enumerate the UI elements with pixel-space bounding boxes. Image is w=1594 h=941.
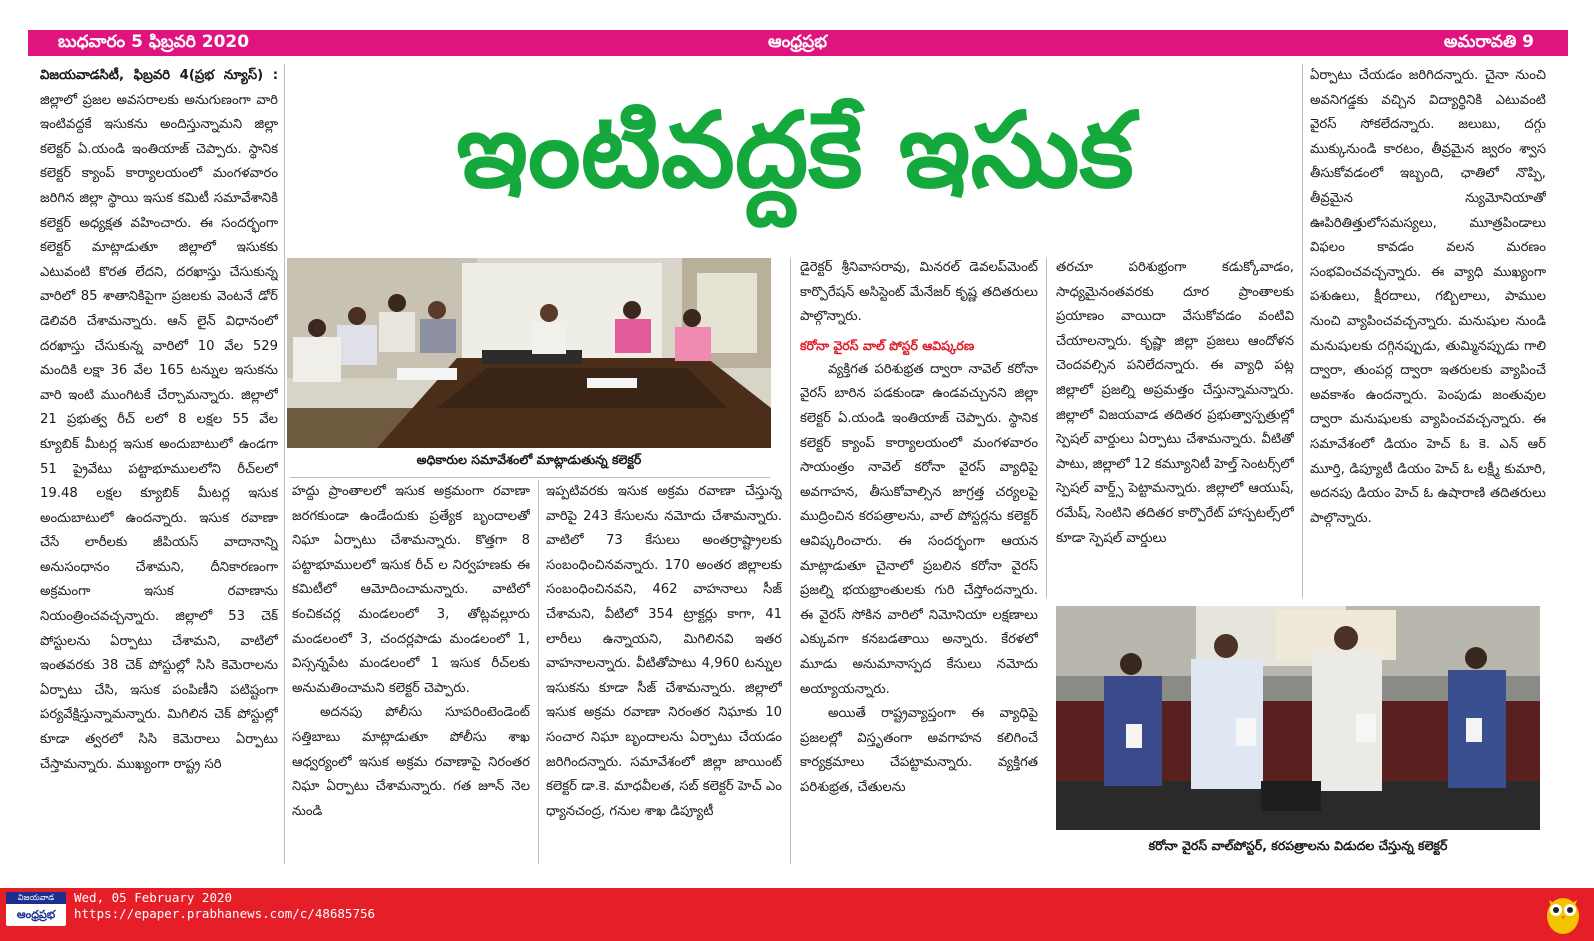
article-column-5 — [1056, 256, 1294, 596]
column-5-text: తరచూ పరిశుభ్రంగా కడుక్కోవాడం, సాధ్యమైనంతవరకు దూర ప్రాంతాలకు ప్రయాణం వాయిదా వేసుకోవడం వంటివి చేయాలన్నారు. కృష్ణా జిల్లా ప్రజలు ఆందోళన చెందవల్సిన పనిలేదన్నారు. ఈ వ్యాధి పట్ల జిల్లాలో ప్రజల్ని అప్రమత్తం చేస్తున్నామన్నారు. జిల్లాలో విజయవాడ తదితర ప్రభుత్వాస్పత్రుల్లో స్పెషల్ వార్డులు ఏర్పాటు చేశామన్నారు. వీటితో పాటు, జిల్లాలో 12 కమ్యూనిటీ హెల్త్ సెంటర్స్‌లో స్పెషల్ వార్డ్స్ పెట్టామన్నారు. జిల్లాలో ఆయుష్, రమేష్, సెంటిని తదితర కార్పొరేట్ హాస్పటల్స్‌లో కూడా స్పెషల్ వార్డులు — [1056, 260, 1294, 546]
column-6-text: ఏర్పాటు చేయడం జరిగిదన్నారు. చైనా నుంచి అవనిగడ్డకు వచ్చిన విద్యార్థినికి ఎటువంటి వైరస్ సోకలేదన్నారు. జలుబు, దగ్గు ముక్కునుండి కారటం, తీవ్రమైన జ్వరం శ్వాస తీసుకోవడంలో ఇబ్బంది, ఛాతిలో నొప్పి, తీవ్రమైన న్యుమోనియాతో ఊపిరితిత్తులోసమస్యలు, మూత్రపిండాలు విఫలం కావడం వలన మరణం సంభవించవచ్చన్నారు. ఈ వ్యాధి ముఖ్యంగా పశుఉలు, క్షీరదాలు, గబ్బిలాలు, పాముల నుంచి వ్యాపించవచ్చన్నారు. మనుషుల నుండి మనుషులకు దగ్గినప్పుడు, తుమ్మినప్పుడు గాలి ద్వారా, తుంపర్ల ద్వారా ఇతరులకు వ్యాపించే అవకాశం ఉందన్నారు. పెంపుడు జంతువుల ద్వారా మనుషులకు వ్యాపించవచ్చన్నారు. ఈ సమావేశంలో డియం హెచ్ ఓ కె. ఎన్ ఆర్ మూర్తి, డిప్యూటీ డియం హెచ్ ఓ లక్ష్మీ కుమారి, అదనపు డియం హెచ్ ఓ ఉషారాణి తదితరులు పాల్గొన్నారు. — [1310, 68, 1546, 526]
column-2-paragraph-2: అదనపు పోలీసు సూపరింటెండెంట్ సత్తిబాబు మాట్లాడుతూ పోలీసు శాఖ ఆధ్వర్యంలో ఇసుక అక్రమ రవాణాపై నిరంతర నిఘా ఏర్పాటు చేశామన్నారు. గత జూన్ నెల నుండి — [292, 705, 530, 819]
column-divider — [1302, 64, 1303, 598]
footer-url[interactable]: https://epaper.prabhanews.com/c/48685756 — [74, 906, 376, 921]
column-4-paragraph-2: వ్యక్తిగత పరిశుభ్రత ద్వారా నావెల్ కరోనా వైరస్ బారిన పడకుండా ఉండవచ్చునని జిల్లా కలెక్టర్ ఏ.యండి ఇంతియాజ్ చెప్పారు. స్థానిక కలెక్టర్ క్యాంప్ కార్యాలయంలో మంగళవారం సాయంత్రం నావెల్ కరోనా వైరస్ వ్యాధిపై అవగాహన, తీసుకోవాల్సిన జాగ్రత్త చర్యలపై ముద్రించిన కరపత్రాలను, వాల్ పోస్టర్లను కలెక్టర్ ఆవిష్కరించారు. ఈ సందర్భంగా ఆయన మాట్లాడుతూ చైనాలో ప్రబలిన కరోనా వైరస్ ప్రజల్ని భయభ్రాంతులకు గురి చేస్తోందన్నారు. ఈ వైరస్ సోకిన వారిలో నిమోనియా లక్షణాలు ఎక్కువగా కనబడతాయి అన్నారు. కేరళలో మూడు అనుమానాస్పద కేసులు నమోదు అయ్యాయన్నారు. — [800, 361, 1038, 697]
masthead: ఆంధ్రప్రభ — [768, 32, 828, 52]
column-divider — [284, 64, 285, 864]
meeting-photo — [287, 258, 771, 448]
column-2-paragraph-1: హద్దు ప్రాంతాలలో ఇసుక అక్రమంగా రవాణా జరగకుండా ఉండేందుకు ప్రత్యేక బృందాలతో నిఘా ఏర్పాటు చేశామన్నారు. కొత్తగా 8 పట్టాభూములలో ఇసుక రీచ్ ల నిర్వహణకు ఈ కమిటీలో ఆమోదించామన్నారు. వాటిలో కంచికచర్ల మండలంలో 3, తోట్లవల్లూరు మండలంలో 3, చందర్లపాడు మండలంలో 1, విస్సన్నపేట మండలంలో 1 ఇసుక రీచ్‌లకు అనుమతించామని కలెక్టర్ చెప్పారు. — [292, 484, 530, 696]
epaper-logo — [6, 892, 66, 926]
column-divider — [538, 480, 539, 864]
corona-subheading: కరోనా వైరస్ వాల్ పోస్టర్ ఆవిష్కరణ — [800, 337, 975, 353]
column-3-text: ఇప్పటివరకు ఇసుక అక్రమ రవాణా చేస్తున్న వారిపై 243 కేసులను నమోదు చేశామన్నారు. వాటిలో 73 కేసులు అంతర్రాష్ట్రాలకు సంబంధించినవన్నారు. 170 అంతర జిల్లాలకు సంబంధించినవని, 462 వాహనాలు సీజ్ చేశామని, వీటిలో 354 ట్రాక్టర్లు కాగా, 41 లారీలు ఉన్నాయని, మిగిలినవి ఇతర వాహనాలన్నారు. వీటితోపాటు 4,960 టన్నుల ఇసుకను కూడా సీజ్ చేశామన్నారు. జిల్లాలో ఇసుక అక్రమ రవాణా నిరంతర నిఘాకు 10 సంచార నిఘా బృందాలను ఏర్పాటు చేయడం జరిగిందన్నారు. సమావేశంలో జిల్లా జాయింట్ కలెక్టర్ డా.కె. మాధవీలత, సబ్ కలెక్టర్ హెచ్ ఎం ధ్యానచంద్ర, గనుల శాఖ డిప్యూటీ — [546, 484, 782, 819]
column-4-paragraph-1: డైరెక్టర్ శ్రీనివాసరావు, మినరల్ డెవలప్‌మెంట్ కార్పొరేషన్ అసిస్టెంట్ మేనేజర్ కృష్ణ తదితరులు పాల్గొన్నారు. — [800, 260, 1038, 325]
meeting-photo-image — [287, 258, 771, 448]
column-divider — [1046, 258, 1047, 598]
article-column-2 — [292, 480, 530, 864]
owl-icon — [1544, 890, 1582, 936]
footer-date: Wed, 05 February 2020 — [74, 890, 233, 905]
footer-bar — [0, 888, 1594, 941]
logo-name: ఆంధ్రప్రభ — [16, 908, 56, 921]
poster-release-photo — [1056, 606, 1540, 830]
article-column-6 — [1310, 64, 1546, 598]
caption-rule — [290, 477, 770, 478]
poster-release-photo-caption: కరోనా వైరస్ వాల్‌పోస్టర్, కరపత్రాలను విడుదల చేస్తున్న కలెక్టర్ — [1148, 838, 1448, 853]
article-column-1 — [40, 64, 278, 864]
logo-edition: విజయవాడ — [6, 892, 66, 904]
dateline: విజయవాడసిటీ, ఫిబ్రవరి 4(ప్రభ న్యూస్) : — [40, 68, 278, 83]
column-4-paragraph-3: అయితే రాష్ట్రవ్యాప్తంగా ఈ వ్యాధిపై ప్రజలల్లో విస్తృతంగా అవగాహన కలిగించే కార్యక్రమాలు చేపట్టామన్నారు. వ్యక్తిగత పరిశుభ్రత, చేతులను — [800, 706, 1038, 795]
article-column-3 — [546, 480, 782, 864]
issue-date: బుధవారం 5 ఫిబ్రవరి 2020 — [58, 32, 250, 52]
article-column-4 — [800, 256, 1038, 864]
column-divider — [790, 258, 791, 864]
page-header-band — [28, 30, 1568, 56]
meeting-photo-caption: అధికారుల సమావేశంలో మాట్లాడుతున్న కలెక్టర్ — [416, 452, 642, 467]
poster-release-photo-image — [1056, 606, 1540, 830]
page-number: అమరావతి 9 — [1443, 32, 1534, 52]
headline: ఇంటివద్దకే ఇసుక — [456, 89, 1134, 211]
column-1-text: జిల్లాలో ప్రజల అవసరాలకు అనుగుణంగా వారి ఇంటివద్దకే ఇసుకను అందిస్తున్నామని జిల్లా కలెక్టర్ ఏ.యండి ఇంతియాజ్ చెప్పారు. స్థానిక కలెక్టర్ క్యాంప్ కార్యాలయంలో మంగళవారం జరిగిన జిల్లా స్థాయి ఇసుక కమిటీ సమావేశానికి కలెక్టర్ అధ్యక్షత వహించారు. ఈ సందర్భంగా కలెక్టర్ మాట్లాడుతూ జిల్లాలో ఇసుకకు ఎటువంటి కొరత లేదని, దరఖాస్తు చేసుకున్న వారిలో 85 శాతానికిపైగా ప్రజలకు వెంటనే డోర్ డెలివరి చేశామన్నారు. ఆన్ లైన్ విధానంలో దరఖాస్తు చేసుకున్న వారిలో 10 వేల 529 మందికి లక్షా 36 వేల 165 టన్నుల ఇసుకను వారి ఇంటి ముంగిటకే చేర్చామన్నారు. జిల్లాలో 21 ప్రభుత్వ రీచ్ లలో 8 లక్షల 55 వేల క్యూబిక్ మీటర్ల ఇసుక అందుబాటులో ఉండగా 51 ప్రైవేటు పట్టాభూములలోని రీచ్‌లలో 19.48 లక్షల క్యూబిక్ మీటర్ల ఇసుక అందుబాటులో ఉందన్నారు. ఇసుక రవాణా చేసే లారీలకు జీపియస్ వాదానాన్ని అనుసంధానం చేశామని, దీనికారణంగా అక్రమంగా ఇసుక రవాణాను నియంత్రించవచ్చన్నారు. జిల్లాలో 53 చెక్ పోస్టులను ఏర్పాటు చేశామని, వాటిలో ఇంతవరకు 38 చెక్ పోస్టుల్లో సిసి కెమెరాలను ఏర్పాటు చేసి, ఇసుక పంపిణీని పటిష్టంగా పర్యవేక్షిస్తున్నామన్నారు. మిగిలిన చెక్ పోస్టుల్లో కూడా త్వరలో సిసి కెమెరాలు ఏర్పాటు చేస్తామన్నారు. ముఖ్యంగా రాష్ట్ర సరి — [40, 92, 278, 772]
